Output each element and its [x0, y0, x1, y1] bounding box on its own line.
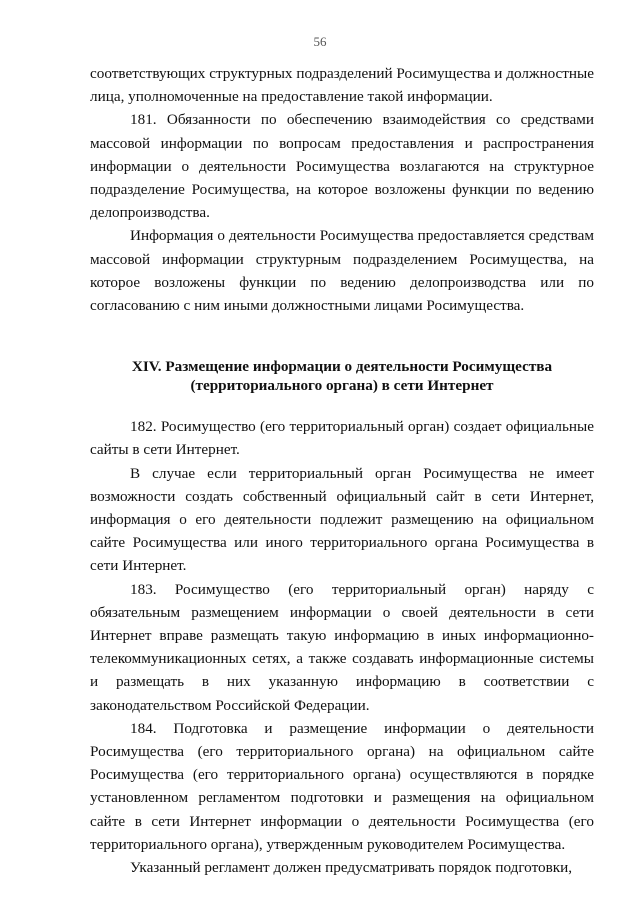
page-content	[90, 62, 594, 879]
section-heading	[90, 357, 594, 395]
paragraph-184: 184. Подготовка и размещение информации о деятельности Росимущества (его территориального органа) на официальном сайте Росимущества (его территориального органа) осуществляются в порядке установленном регламентом подготовки и размещения на официальном сайте в сети Интернет информации о деятельности Росимущества (его территориального органа), утвержденным руководителем Росимущества.	[90, 719, 594, 853]
paragraph-continuation: соответствующих структурных подразделений Росимущества и должностные лица, уполномоченные на предоставление такой информации.	[90, 65, 594, 106]
paragraph-181: 181. Обязанности по обеспечению взаимодействия со средствами массовой информации по вопросам предоставления и распространения информации о деятельности Росимущества возлагаются на структурное подразделение Росимущества, на которое возложены функции по ведению делопроизводства.	[90, 111, 594, 222]
section-heading-line2: (территориального органа) в сети Интернет	[190, 377, 494, 395]
paragraph-183: 183. Росимущество (его территориальный орган) наряду с обязательным размещением информации о своей деятельности в сети Интернет вправе размещать такую информацию в иных информационно-телекоммуникационных сетях, а также создавать информационные системы и размещать в них указанную информацию в соответствии с законодательством Российской Федерации.	[90, 580, 594, 714]
paragraph-media-info: Информация о деятельности Росимущества предоставляется средствам массовой информации структурным подразделением Росимущества, на которое возложены функции по ведению делопроизводства или по согласованию с ним иными должностными лицами Росимущества.	[90, 227, 594, 315]
section-heading-line1: XIV. Размещение информации о деятельности Росимущества	[131, 358, 553, 376]
page-number: 56	[313, 34, 327, 49]
paragraph-regulation: Указанный регламент должен предусматривать порядок подготовки,	[130, 859, 573, 877]
paragraph-182: 182. Росимущество (его территориальный орган) создает официальные сайты в сети Интернет.	[90, 418, 594, 459]
paragraph-territorial-site: В случае если территориальный орган Росимущества не имеет возможности создать собственный официальный сайт в сети Интернет, информация о его деятельности подлежит размещению на официальном сайте Росимущества или иного территориального органа Росимущества в сети Интернет.	[90, 464, 594, 575]
